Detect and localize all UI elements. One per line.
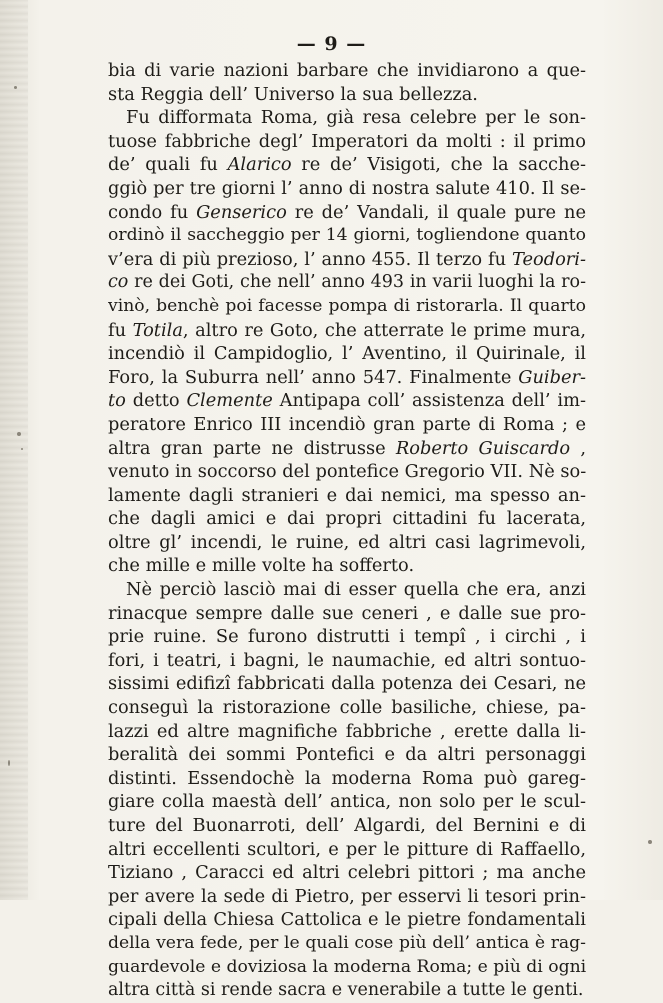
text-run: , (570, 437, 586, 459)
text-run: venuto in soccorso del pontefice Gregorio VII. Nè so- (108, 461, 586, 483)
text-run: Tiziano , Caracci ed altri celebri pittori ; ma anche (108, 862, 586, 884)
text-line (108, 130, 586, 154)
italic-name: Roberto Guiscardo (395, 437, 571, 459)
text-run: lamente dagli stranieri e dai nemici, ma spesso an- (108, 484, 586, 506)
text-line (108, 838, 586, 862)
italic-name: Clemente (186, 390, 273, 412)
paragraph (108, 106, 586, 578)
text-line (108, 932, 586, 956)
text-run: per avere la sede di Pietro, per esservi li tesori prin- (108, 885, 586, 907)
text-line (108, 59, 586, 83)
print-speck (14, 86, 17, 89)
italic-name: co (108, 272, 129, 293)
text-run: rinacque sempre dalle sue ceneri , e dalle sue pro- (108, 602, 586, 624)
text-run: sta Reggia dell’ Universo la sua bellezza. (108, 83, 478, 105)
text-run: detto (125, 390, 187, 412)
text-line (108, 531, 586, 555)
text-line (108, 625, 586, 649)
text-run: v’era di più prezioso, l’ anno 455. Il terzo fu (108, 248, 512, 270)
print-speck (21, 448, 23, 450)
text-run: sissimi edifizî fabbricati dalla potenza dei Cesari, ne (108, 673, 586, 695)
text-run: Antipapa coll’ assistenza dell’ im- (272, 390, 586, 412)
text-run: ordinò il saccheggio per 14 giorni, togliendone quanto (108, 225, 586, 246)
text-line (108, 507, 586, 531)
text-run: bia di varie nazioni barbare che invidiarono a que- (108, 60, 586, 81)
text-line (108, 437, 586, 461)
text-line (108, 649, 586, 673)
text-line (108, 342, 586, 366)
text-run: Nè perciò lasciò mai di esser quella che era, anzi (126, 579, 586, 601)
text-run: guardevole e doviziosa la moderna Roma; e più di ogni (108, 956, 586, 977)
text-run: distinti. Essendochè la moderna Roma può gareg- (108, 767, 586, 789)
text-run: beralità dei sommi Pontefici e da altri personaggi (108, 744, 586, 766)
paragraph (108, 578, 586, 1003)
text-run: prie ruine. Se furono distrutti i tempî , i circhi , i (108, 626, 586, 648)
text-line (108, 366, 586, 390)
print-speck (648, 840, 652, 844)
text-line (108, 153, 586, 177)
text-line (108, 790, 586, 814)
text-line (108, 696, 586, 720)
text-line (108, 767, 586, 791)
text-line (108, 295, 586, 319)
page-number: — 9 — (296, 33, 367, 55)
text-line (108, 389, 586, 413)
text-run: re de’ Visigoti, che la sacche- (291, 154, 586, 176)
text-run: che dagli amici e dai propri cittadini fu lacerata, (108, 508, 586, 530)
text-run: condo fu (108, 201, 197, 223)
print-speck (17, 432, 21, 436)
text-run: giare colla maestà dell’ antica, non solo per le scul- (108, 791, 586, 813)
text-run: altra gran parte ne distrusse (108, 437, 396, 459)
text-line (108, 956, 586, 980)
text-run: re de’ Vandali, il quale pure ne (286, 201, 586, 223)
text-run: conseguì la ristorazione colle basiliche, chiese, pa- (108, 697, 586, 719)
body-text (108, 59, 586, 1003)
text-run: cipali della Chiesa Cattolica e le pietre fondamentali (108, 909, 586, 931)
text-run: fori, i teatri, i bagni, le naumachie, ed altri sontuo- (108, 649, 586, 671)
italic-name: Guiber- (518, 366, 586, 388)
italic-name: Teodori- (512, 248, 586, 270)
text-run: lazzi ed altre magnifiche fabbriche , erette dalla li- (108, 720, 586, 742)
text-line (108, 554, 586, 578)
text-line (108, 578, 586, 602)
text-run: fu (108, 319, 133, 341)
text-line (108, 979, 586, 1003)
text-run: Fu difformata Roma, già resa celebre per le son- (126, 107, 586, 129)
text-run: altra città si rende sacra e venerabile a tutte le genti. (108, 980, 584, 1001)
text-line (108, 885, 586, 909)
text-run: vinò, benchè poi facesse pompa di ristorarla. Il quarto (108, 295, 586, 316)
text-line (108, 484, 586, 508)
page-gutter-edge (0, 0, 28, 900)
text-line (108, 720, 586, 744)
text-run: oltre gl’ incendi, le ruine, ed altri casi lagrimevoli, (108, 531, 586, 553)
text-run: de’ quali fu (108, 154, 228, 176)
text-run: peratore Enrico III incendiò gran parte di Roma ; e (108, 413, 586, 435)
text-line (108, 460, 586, 484)
text-line (108, 602, 586, 626)
text-line (108, 861, 586, 885)
text-line (108, 413, 586, 437)
text-run: Foro, la Suburra nell’ anno 547. Finalmente (108, 366, 519, 388)
text-run: incendiò il Campidoglio, l’ Aventino, il Quirinale, il (108, 343, 586, 365)
italic-name: Genserico (196, 201, 287, 223)
text-run: tuose fabbriche degl’ Imperatori da molti : il primo (108, 130, 586, 152)
text-run: ture del Buonarroti, dell’ Algardi, del Bernini e di (108, 815, 586, 836)
text-line (108, 106, 586, 130)
text-line (108, 271, 586, 295)
text-line (108, 908, 586, 932)
text-line (108, 224, 586, 248)
text-run: ggiò per tre giorni l’ anno di nostra salute 410. Il se- (108, 177, 586, 199)
italic-name: Alarico (227, 154, 292, 176)
text-run: della vera fede, per le quali cose più dell’ antica è rag- (108, 932, 586, 953)
text-line (108, 201, 586, 225)
text-line (108, 319, 586, 343)
text-line (108, 248, 586, 272)
italic-name: to (108, 390, 126, 412)
text-run: , altro re Goto, che atterrate le prime mura, (182, 319, 586, 341)
text-line (108, 83, 586, 107)
text-run: re dei Goti, che nell’ anno 493 in varii luoghi la ro- (128, 272, 586, 293)
text-line (108, 672, 586, 696)
text-line (108, 743, 586, 767)
italic-name: Totila (132, 319, 183, 341)
text-run: altri eccellenti scultori, e per le pitture di Raffaello, (108, 838, 586, 860)
text-line (108, 814, 586, 838)
paragraph (108, 59, 586, 106)
print-speck (8, 760, 10, 766)
text-run: che mille e mille volte ha sofferto. (108, 555, 415, 577)
text-line (108, 177, 586, 201)
